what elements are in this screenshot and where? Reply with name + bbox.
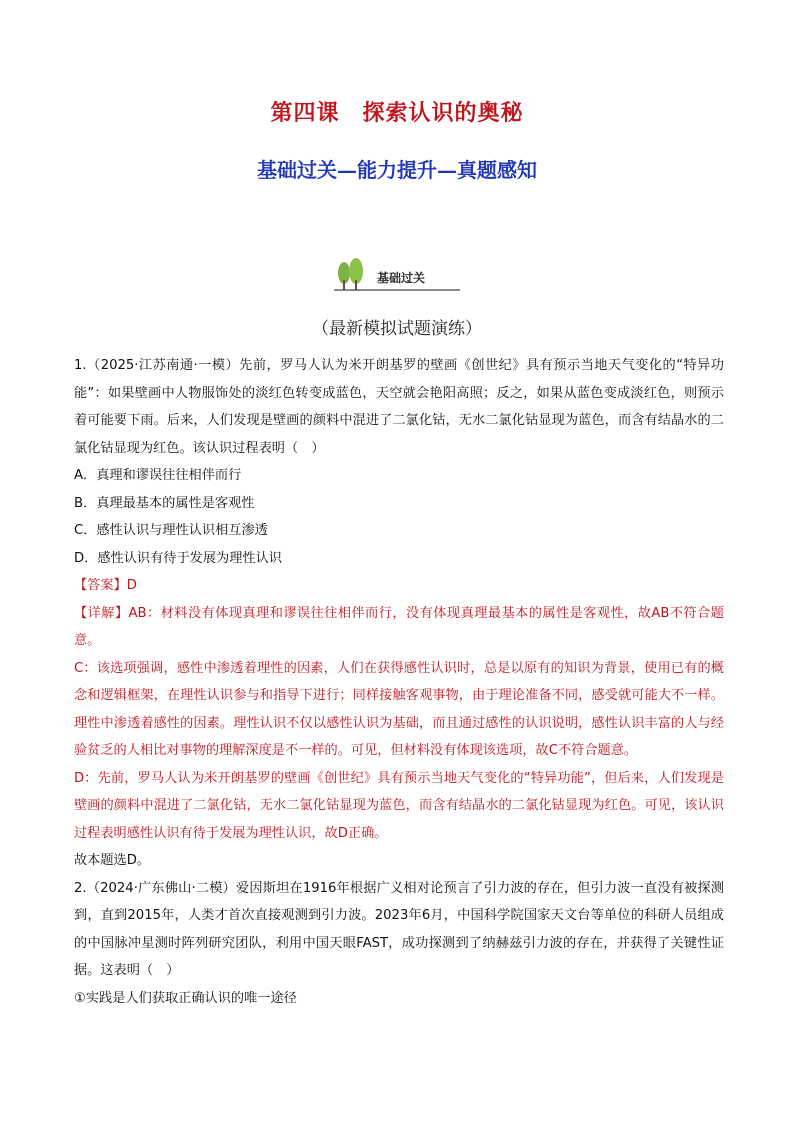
explanation-d: D：先前，罗马人认为米开朗基罗的壁画《创世纪》具有预示当地天气变化的“特异功能”，但后来，人们发现是壁画的颜料中混进了二氯化钴，无水二氯化钴显现为蓝色，而含有结晶水的二氯化钴显现为红色。可见，该认识过程表明感性认识有待于发展为理性认识，故D正确。 xyxy=(74,770,724,841)
explanation-c: C：该选项强调，感性中渗透着理性的因素，人们在获得感性认识时，总是以原有的知识为背景，使用已有的概念和逻辑框架，在理性认识参与和指导下进行；同样接触客观事物，由于理论准备不同，感受就可能大不一样。理性中渗透着感性的因素。理性认识不仅以感性认识为基础，而且通过感性的认识说明，感性认识丰富的人与经验贫乏的人相比对事物的理解深度是不一样的。可见，但材料没有体现该选项，故C不符合题意。 xyxy=(74,660,724,758)
q2-option-1: ①实践是人们获取正确认识的唯一途径 xyxy=(74,990,297,1006)
explain-ab-text: AB：材料没有体现真理和谬误往往相伴而行，没有体现真理最基本的属性是客观性，故AB不符合题意。 xyxy=(74,605,724,648)
section-badge xyxy=(332,258,462,294)
question-2-stem: 2.（2024·广东佛山·二模）爱因斯坦在1916年根据广义相对论预言了引力波的存在，但引力波一直没有被探测到，直到2015年，人类才首次直接观测到引力波。2023年6月，中国科学院国家天文台等单位的科研人员组成的中国脉冲星测时阵列研究团队，利用中国天眼FAST，成功探测到了纳赫兹引力波的存在，并获得了关键性证据。这表明（ ） xyxy=(74,880,724,978)
answer-label: 【答案】 xyxy=(74,578,127,593)
option-d: D．感性认识有待于发展为理性认识 xyxy=(74,550,282,566)
question-body xyxy=(74,352,724,1012)
option-c: C．感性认识与理性认识相互渗透 xyxy=(74,523,268,538)
answer-value: D xyxy=(126,578,137,593)
option-b: B．真理最基本的属性是客观性 xyxy=(74,495,255,511)
option-a: A．真理和谬误往往相伴而行 xyxy=(74,468,242,483)
answer-line xyxy=(74,572,724,600)
conclusion: 故本题选D。 xyxy=(74,853,151,868)
page-subtitle: 基础过关—能力提升—真题感知 xyxy=(257,158,537,182)
question-1-stem: 1.（2025·江苏南通·一模）先前，罗马人认为米开朗基罗的壁画《创世纪》具有预示当地天气变化的“特异功能”：如果壁画中人物服饰处的淡红色转变成蓝色，天空就会艳阳高照；反之，如果从蓝色变成淡红色，则预示着可能要下雨。后来，人们发现是壁画的颜料中混进了二氯化钴，无水二氯化钴显现为蓝色，而含有结晶水的二氯化钴显现为红色。该认识过程表明（ ） xyxy=(74,358,724,456)
section-note: （最新模拟试题演练） xyxy=(312,319,482,339)
explanation-ab xyxy=(74,600,724,655)
badge-label: 基础过关 xyxy=(377,271,426,285)
explain-label: 【详解】 xyxy=(74,605,129,621)
page-title: 第四课 探索认识的奥秘 xyxy=(270,100,524,126)
